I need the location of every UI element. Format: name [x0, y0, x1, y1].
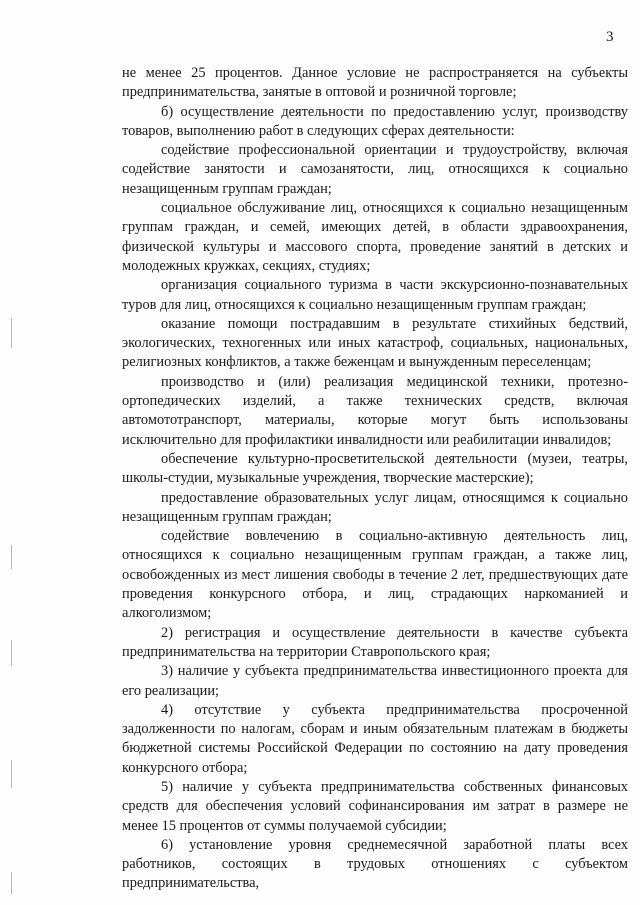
paragraph: предоставление образовательных услуг лицам, относящимся к социально незащищенным группам граждан;	[122, 489, 628, 525]
paragraph: 6) установление уровня среднемесячной заработной платы всех работников, состоящих в трудовых отношениях с субъектом предпринимательства,	[122, 836, 628, 892]
scan-mark	[11, 640, 12, 666]
paragraph: содействие профессиональной ориентации и трудоустройству, включая содействие занятости и самозанятости, лиц, относящихся к социально незащищенным группам граждан;	[122, 142, 628, 197]
paragraph: содействие вовлечению в социально-активную деятельность лиц, относящихся к социально незащищенным группам граждан, а также лиц, освобожденных из мест лишения свободы в течение 2 лет, предшествующих дате проведения конкурсного отбора, и лиц, страдающих наркоманией и алкоголизмом;	[122, 528, 628, 622]
document-body	[122, 64, 628, 894]
paragraph: организация социального туризма в части экскурсионно-познавательных туров для лиц, относящихся к социально незащищенным группам граждан;	[122, 277, 628, 313]
scan-mark	[11, 545, 12, 569]
paragraph: обеспечение культурно-просветительской деятельности (музеи, театры, школы-студии, музыкальные учреждения, творческие мастерские);	[122, 450, 628, 487]
paragraph: социальное обслуживание лиц, относящихся к социально незащищенным группам граждан, и семей, имеющих детей, в области здравоохранения, физической культуры и массового спорта, проведение занятий в детских и молодежных кружках, секциях, студиях;	[122, 200, 628, 274]
page-number: 3	[606, 29, 614, 45]
scan-mark	[11, 318, 12, 348]
paragraph: 2) регистрация и осуществление деятельности в качестве субъекта предпринимательства на территории Ставропольского края;	[122, 624, 628, 660]
paragraph: 3) наличие у субъекта предпринимательства инвестиционного проекта для его реализации;	[122, 663, 628, 699]
paragraph: не менее 25 процентов. Данное условие не распространяется на субъекты предпринимательства, занятые в оптовой и розничной торговле;	[122, 65, 628, 101]
paragraph: производство и (или) реализация медицинской техники, протезно-ортопедических изделий, а также технических средств, включая автомототранспорт, материалы, которые могут быть использованы исключительно для профилактики инвалидности или реабилитации инвалидов;	[122, 373, 628, 448]
paragraph: 5) наличие у субъекта предпринимательства собственных финансовых средств для обеспечения условий софинансирования им затрат в размере не менее 15 процентов от суммы получаемой субсидии;	[122, 778, 628, 834]
paragraph: оказание помощи пострадавшим в результате стихийных бедствий, экологических, техногенных или иных катастроф, социальных, национальных, религиозных конфликтов, а также беженцам и вынужденным переселенцам;	[122, 315, 628, 371]
paragraph: 4) отсутствие у субъекта предпринимательства просроченной задолженности по налогам, сборам и иным обязательным платежам в бюджеты бюджетной системы Российской Федерации по состоянию на дату проведения конкурсного отбора;	[122, 701, 628, 776]
scan-mark	[11, 872, 12, 894]
paragraph: б) осуществление деятельности по предоставлению услуг, производству товаров, выполнению работ в следующих сферах деятельности:	[122, 103, 628, 139]
scan-mark	[11, 760, 12, 788]
